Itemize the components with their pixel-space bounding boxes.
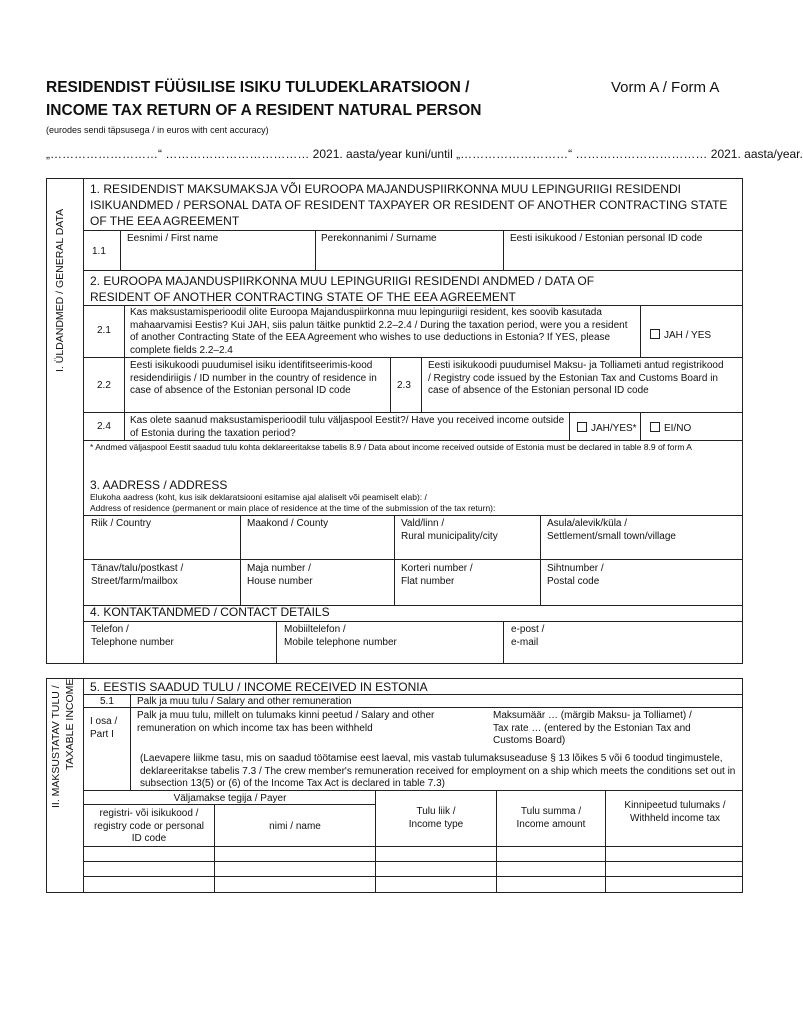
row-2-4-yes-label: JAH/YES* <box>591 423 637 434</box>
form-title-line1: RESIDENDIST FÜÜSILISE ISIKU TULUDEKLARATSIOON / <box>46 79 470 96</box>
form-code: Vorm A / Form A <box>611 79 720 96</box>
telephone-label-et: Telefon / <box>91 624 129 635</box>
row-1-1-number: 1.1 <box>92 246 106 257</box>
surname-field[interactable]: Perekonnanimi / Surname <box>321 233 437 244</box>
checkbox-icon[interactable] <box>650 329 660 339</box>
email-label-en: e-mail <box>511 636 539 648</box>
county-field[interactable]: Maakond / County <box>247 518 329 529</box>
part-one-label: I osa / Part I <box>90 716 118 740</box>
mobile-label-et: Mobiiltelefon / <box>284 624 346 635</box>
row-2-4-question: Kas olete saanud maksustamisperioodil tulu väljaspool Eestit?/ Have you received income outside of Estonia during the taxation period? <box>130 415 565 439</box>
rural-municipality-label-en: Rural municipality/city <box>401 530 498 542</box>
row-2-1-yes-label: JAH / YES <box>664 330 712 341</box>
table-row[interactable] <box>84 877 742 892</box>
telephone-field[interactable] <box>91 624 174 649</box>
section2-heading: 2. EUROOPA MAJANDUSPIIRKONNA MUU LEPINGURIIGI RESIDENDI ANDMED / DATA OF RESIDENT OF ANOTHER CONTRACTING STATE OF THE EEA AGREEMENT <box>90 274 595 304</box>
postal-code-label-en: Postal code <box>547 575 600 587</box>
row-2-1-number: 2.1 <box>97 325 111 336</box>
email-label-et: e-post / <box>511 624 545 635</box>
first-name-field[interactable]: Eesnimi / First name <box>127 233 219 244</box>
email-field[interactable] <box>511 624 544 649</box>
form-title-line2: INCOME TAX RETURN OF A RESIDENT NATURAL PERSON <box>46 102 482 119</box>
address-note-en: Address of residence (permanent or main place of residence at the time of the submission of the tax return): <box>90 503 496 513</box>
personal-id-field[interactable]: Eesti isikukood / Estonian personal ID code <box>510 233 703 244</box>
row-2-3-number: 2.3 <box>397 380 411 391</box>
period-from-label: 2021. aasta/year kuni/until <box>312 147 453 161</box>
rural-municipality-label-et: Vald/linn / <box>401 518 445 529</box>
settlement-label-en: Settlement/small town/village <box>547 530 676 542</box>
settlement-field[interactable] <box>547 518 676 543</box>
telephone-label-en: Telephone number <box>91 636 174 648</box>
flat-number-label-et: Korteri number / <box>401 563 473 574</box>
taxable-income-side-label-1: II. MAKSUSTATAV TULU / <box>50 685 62 808</box>
flat-number-field[interactable] <box>401 563 473 588</box>
period-line <box>46 146 803 162</box>
street-label-et: Tänav/talu/postkast / <box>91 563 184 574</box>
row-2-2-label[interactable]: Eesti isikukoodi puudumisel isiku identifitseerimis-kood residendiriigis / ID number in the country of residence in case of absence of the Estonian personal ID code <box>130 360 377 396</box>
postal-code-field[interactable] <box>547 563 604 588</box>
postal-code-label-et: Sihtnumber / <box>547 563 604 574</box>
section5-heading: 5. EESTIS SAADUD TULU / INCOME RECEIVED IN ESTONIA <box>90 680 428 694</box>
settlement-label-et: Asula/alevik/küla / <box>547 518 628 529</box>
taxable-income-side-label-2: TAXABLE INCOME <box>64 678 76 770</box>
row-2-1-yes-option[interactable] <box>650 329 711 343</box>
accuracy-note: (eurodes sendi täpsusega / in euros with cent accuracy) <box>46 125 269 135</box>
table-row[interactable] <box>84 847 742 861</box>
period-from-field[interactable]: „………………………“ ……………………………… <box>46 147 310 161</box>
street-field[interactable] <box>91 563 183 588</box>
section1-heading: 1. RESIDENDIST MAKSUMAKSJA VÕI EUROOPA MAJANDUSPIIRKONNA MUU LEPINGURIIGI RESIDENDI ISIKUANDMED / PERSONAL DATA OF RESIDENT TAXPAYER OR RESIDENT OF ANOTHER CONTRACTING STATE OF THE EEA AGREEMENT <box>90 182 728 228</box>
period-to-label: 2021. aasta/year. <box>710 147 803 161</box>
country-field[interactable]: Riik / Country <box>91 518 152 529</box>
address-note-et: Elukoha aadress (koht, kus isik deklaratsiooni esitamise ajal alaliselt või peamiselt elab): / <box>90 492 427 502</box>
mobile-label-en: Mobile telephone number <box>284 636 397 648</box>
row-5-1-number: 5.1 <box>100 696 114 707</box>
table-row[interactable] <box>84 862 742 876</box>
house-number-label-et: Maja number / <box>247 563 311 574</box>
row-2-2-number: 2.2 <box>97 380 111 391</box>
street-label-en: Street/farm/mailbox <box>91 575 178 587</box>
row-5-1-label: Palk ja muu tulu / Salary and other remuneration <box>137 696 352 707</box>
part-one-description: Palk ja muu tulu, millelt on tulumaks kinni peetud / Salary and other remuneration on which income tax has been withheld <box>137 710 435 734</box>
checkbox-icon[interactable] <box>650 422 660 432</box>
house-number-label-en: House number <box>247 575 313 587</box>
section4-heading: 4. KONTAKTANDMED / CONTACT DETAILS <box>90 605 330 619</box>
row-2-4-no-label: EI/NO <box>664 423 692 434</box>
crew-member-note: (Laevapere liikme tasu, mis on saadud töötamise eest laeval, mis vastab tulumaksuseaduse § 13 lõikes 5 või 6 toodud tingimustele, deklareeritakse tabelis 7.3 / The crew member's remuneration received for employment on a ship which meets the conditions set out in subsection 13(5) or (6) of the Income Tax Act is declared in table 7.3) <box>140 753 736 789</box>
payer-header: Väljamakse tegija / Payer <box>173 793 287 804</box>
period-to-field[interactable]: „………………………“ …………………………… <box>456 147 708 161</box>
registry-code-column-header: registri- või isikukood / registry code or personal ID code <box>93 808 205 844</box>
house-number-field[interactable] <box>247 563 313 588</box>
income-type-column-header: Tulu liik / Income type <box>408 806 464 830</box>
foreign-income-footnote: * Andmed väljaspool Eestit saadud tulu kohta deklareeritakse tabelis 8.9 / Data about income received outside of Estonia must be declared in table 8.9 of form A <box>90 442 692 452</box>
rural-municipality-field[interactable] <box>401 518 498 543</box>
flat-number-label-en: Flat number <box>401 575 455 587</box>
mobile-field[interactable] <box>284 624 397 649</box>
tax-rate-field[interactable]: Maksumäär … (märgib Maksu- ja Tolliamet) / Tax rate … (entered by the Estonian Tax and Customs Board) <box>493 710 692 746</box>
row-2-4-number: 2.4 <box>97 421 111 432</box>
row-2-1-question: Kas maksustamisperioodil olite Euroopa Majanduspiirkonna muu lepinguriigi resident, kes soovib kasutada mahaarvamisi Eestis? Kui JAH, siis palun täitke punktid 2.2–2.4 / During the taxation period, were you a resident of another Contracting State of the EEA Agreement who wishes to use deductions in Estonia? If YES, please complete fields 2.2–2.4 <box>130 307 628 356</box>
checkbox-icon[interactable] <box>577 422 587 432</box>
section3-heading: 3. AADRESS / ADDRESS <box>90 478 228 492</box>
general-data-side-label: I. ÜLDANDMED / GENERAL DATA <box>54 208 66 372</box>
withheld-tax-column-header: Kinnipeetud tulumaks / Withheld income tax <box>624 800 726 824</box>
row-2-3-label[interactable]: Eesti isikukoodi puudumisel Maksu- ja Tolliameti antud registrikood / Registry code issued by the Estonian Tax and Customs Board in case of absence of the Estonian personal ID code <box>428 360 724 396</box>
row-2-4-no-option[interactable] <box>650 422 691 436</box>
row-2-4-yes-option[interactable] <box>577 422 637 436</box>
income-amount-column-header: Tulu summa / Income amount <box>516 806 586 830</box>
payer-name-column-header: nimi / name <box>269 821 321 832</box>
